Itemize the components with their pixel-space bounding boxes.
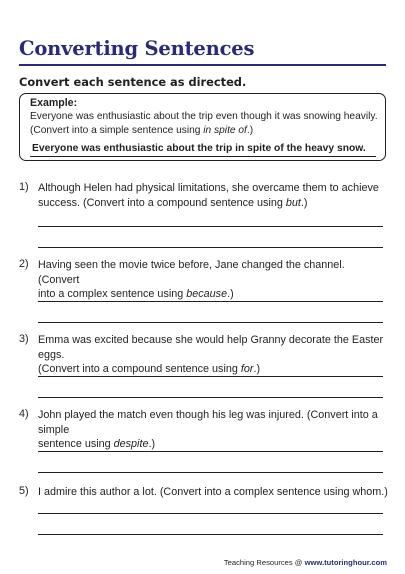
question-direction-keyword: for xyxy=(240,363,254,375)
answer-line-2[interactable] xyxy=(38,472,383,473)
answer-line-1[interactable] xyxy=(38,513,383,514)
question-direction-suffix: .) xyxy=(300,196,308,209)
question-line-2 xyxy=(38,362,388,377)
question-direction-suffix: .) xyxy=(253,363,261,375)
question-number: 1) xyxy=(19,181,29,193)
question-direction-prefix: sentence using xyxy=(38,438,114,450)
answer-line-2[interactable] xyxy=(38,247,383,248)
question-line-1: Having seen the movie twice before, Jane changed the channel. (Convert xyxy=(38,259,345,286)
question-text xyxy=(38,181,388,210)
footer-site-link[interactable]: www.tutoringhour.com xyxy=(304,558,387,567)
example-sentence: Everyone was enthusiastic about the trip even though it was snowing heavily. xyxy=(30,111,378,122)
question-line-1: I admire this author a lot. (Convert into a complex sentence using whom.) xyxy=(38,486,388,498)
example-label: Example: xyxy=(30,97,78,109)
example-direction-suffix: .) xyxy=(246,125,254,136)
footer-prefix: Teaching Resources @ xyxy=(223,558,305,567)
question-line-2 xyxy=(38,437,388,452)
example-direction xyxy=(30,125,253,136)
question-direction-prefix: into a complex sentence using xyxy=(38,288,187,300)
question-direction-keyword: despite xyxy=(113,438,149,450)
example-box xyxy=(19,93,386,161)
example-answer-line xyxy=(30,156,376,157)
question-line-2 xyxy=(38,287,388,302)
question-3 xyxy=(0,333,405,403)
question-line-1: Emma was excited because she would help Granny decorate the Easter eggs. xyxy=(38,334,384,361)
answer-line-1[interactable] xyxy=(38,226,383,227)
answer-line-2[interactable] xyxy=(38,534,383,535)
page-title: Converting Sentences xyxy=(19,37,255,60)
instruction-text: Convert each sentence as directed. xyxy=(19,75,247,89)
question-1 xyxy=(0,181,405,251)
question-direction-prefix: (Convert into a compound sentence using xyxy=(38,363,241,375)
question-number: 4) xyxy=(19,408,29,420)
answer-line-2[interactable] xyxy=(38,397,383,398)
question-line-1: John played the match even though his leg was injured. (Convert into a simple xyxy=(38,409,378,436)
question-2 xyxy=(0,258,405,328)
example-answer: Everyone was enthusiastic about the trip in spite of the heavy snow. xyxy=(32,143,366,154)
question-number: 3) xyxy=(19,333,29,345)
question-direction-keyword: but xyxy=(285,196,301,209)
question-line-2 xyxy=(38,196,388,211)
footer-credit xyxy=(224,558,387,567)
answer-line-1[interactable] xyxy=(38,301,383,302)
answer-line-1[interactable] xyxy=(38,376,383,377)
example-direction-prefix: (Convert into a simple sentence using xyxy=(30,125,204,136)
question-text xyxy=(38,258,388,302)
question-text xyxy=(38,408,388,452)
example-direction-keyword: in spite of xyxy=(203,125,247,136)
answer-line-1[interactable] xyxy=(38,451,383,452)
question-4 xyxy=(0,408,405,478)
answer-line-2[interactable] xyxy=(38,322,383,323)
question-direction-prefix: success. (Convert into a compound sentence using xyxy=(38,196,286,209)
question-5 xyxy=(0,485,405,555)
question-direction-suffix: .) xyxy=(148,438,156,450)
question-line-1: Although Helen had physical limitations, she overcame them to achieve xyxy=(38,182,379,194)
question-direction-suffix: .) xyxy=(227,288,234,300)
question-number: 5) xyxy=(19,485,29,497)
title-underline xyxy=(19,64,386,66)
question-text xyxy=(38,333,388,377)
question-text xyxy=(38,485,388,500)
question-direction-keyword: because xyxy=(186,288,228,300)
question-number: 2) xyxy=(19,258,29,270)
